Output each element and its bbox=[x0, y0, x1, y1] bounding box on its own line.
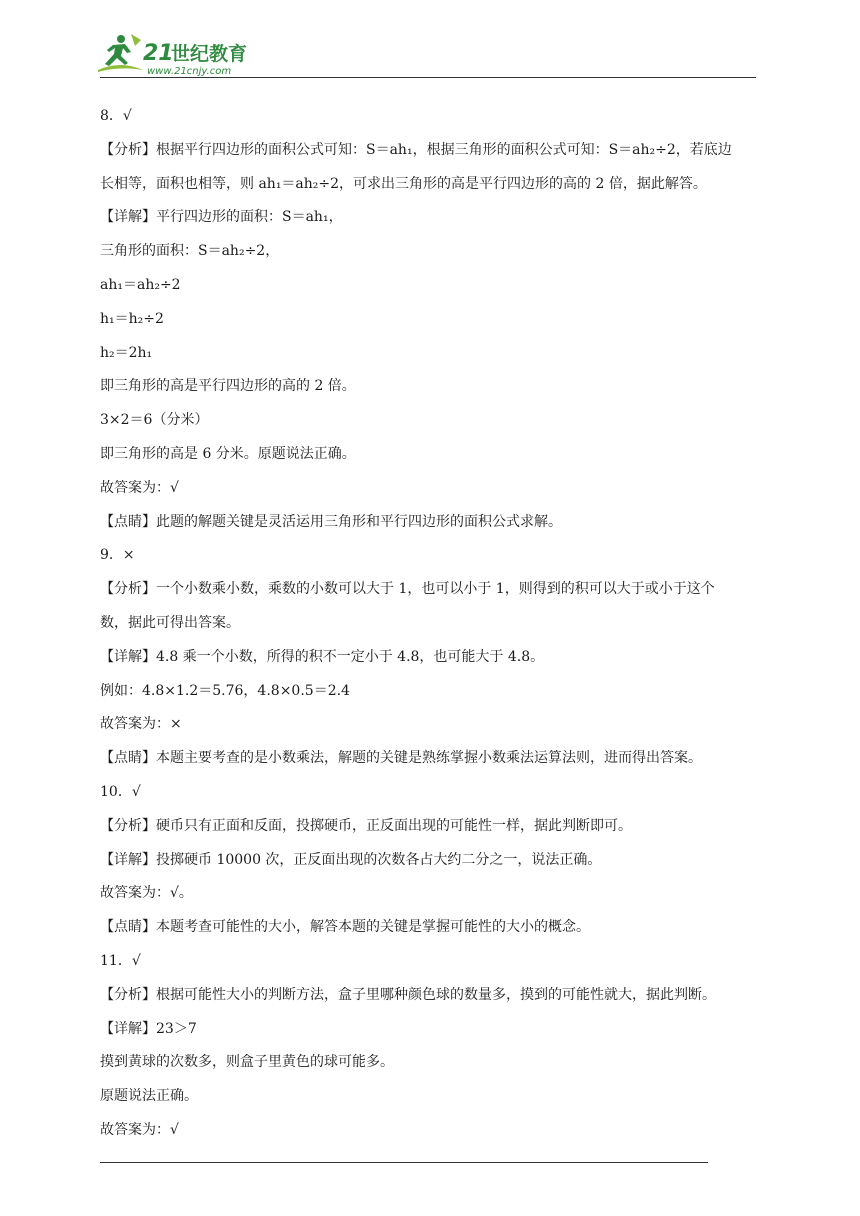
footer-rule bbox=[100, 1162, 708, 1163]
q9-final-answer: 故答案为：× bbox=[100, 716, 182, 733]
svg-text:世纪教育: 世纪教育 bbox=[171, 43, 248, 65]
q8-detail-line-6: 即三角形的高是平行四边形的高的 2 倍。 bbox=[100, 378, 356, 395]
q11-detail-line-2: 摸到黄球的次数多，则盒子里黄色的球可能多。 bbox=[100, 1054, 394, 1071]
q10-analysis: 【分析】硬币只有正面和反面，投掷硬币，正反面出现的可能性一样，据此判断即可。 bbox=[100, 817, 632, 834]
q8-analysis-line-1: 【分析】根据平行四边形的面积公式可知：S＝ah₁，根据三角形的面积公式可知：S＝ah₂÷2，若底边 bbox=[100, 141, 732, 158]
q8-detail-line-7: 3×2＝6（分米） bbox=[100, 412, 209, 429]
q10-detail: 【详解】投掷硬币 10000 次，正反面出现的次数各占大约二分之一，说法正确。 bbox=[100, 851, 602, 868]
q8-analysis-line-2: 长相等，面积也相等，则 ah₁＝ah₂÷2，可求出三角形的高是平行四边形的高的 2 倍，据此解答。 bbox=[100, 175, 707, 192]
q8-final-answer: 故答案为：√ bbox=[100, 479, 179, 496]
q10-comment: 【点睛】本题考查可能性的大小，解答本题的关键是掌握可能性的大小的概念。 bbox=[100, 919, 590, 936]
q9-analysis-line-2: 数，据此可得出答案。 bbox=[100, 614, 240, 631]
q8-detail-line-4: h₁＝h₂÷2 bbox=[100, 310, 164, 327]
svg-text:21: 21 bbox=[143, 41, 174, 66]
q11-detail-line-3: 原题说法正确。 bbox=[100, 1088, 198, 1105]
question-10-answer: 10．√ bbox=[100, 783, 141, 800]
q11-final-answer: 故答案为：√ bbox=[100, 1121, 179, 1138]
q9-comment: 【点睛】本题主要考查的是小数乘法，解题的关键是熟练掌握小数乘法运算法则，进而得出答案。 bbox=[100, 750, 702, 767]
question-11-answer: 11．√ bbox=[100, 952, 141, 969]
answer-content bbox=[100, 100, 760, 1148]
header-rule bbox=[100, 77, 756, 78]
q11-analysis: 【分析】根据可能性大小的判断方法，盒子里哪种颜色球的数量多，摸到的可能性就大，据此判断。 bbox=[100, 986, 716, 1003]
q8-detail-line-2: 三角形的面积：S＝ah₂÷2， bbox=[100, 243, 280, 260]
question-9-answer: 9．× bbox=[100, 547, 135, 564]
21cnjy-logo bbox=[95, 30, 265, 78]
q9-analysis-line-1: 【分析】一个小数乘小数，乘数的小数可以大于 1，也可以小于 1，则得到的积可以大于或小于这个 bbox=[100, 581, 715, 598]
q8-detail-line-8: 即三角形的高是 6 分米。原题说法正确。 bbox=[100, 445, 356, 462]
svg-text:www.21cnjy.com: www.21cnjy.com bbox=[147, 66, 232, 77]
q8-detail-line-5: h₂＝2h₁ bbox=[100, 344, 153, 361]
q11-detail-line-1: 【详解】23＞7 bbox=[100, 1020, 197, 1037]
page-header bbox=[95, 30, 760, 80]
q9-detail-line-2: 例如：4.8×1.2＝5.76，4.8×0.5＝2.4 bbox=[100, 682, 350, 699]
q8-comment: 【点睛】此题的解题关键是灵活运用三角形和平行四边形的面积公式求解。 bbox=[100, 513, 562, 530]
q10-final-answer: 故答案为：√。 bbox=[100, 885, 193, 902]
q9-detail-line-1: 【详解】4.8 乘一个小数，所得的积不一定小于 4.8，也可能大于 4.8。 bbox=[100, 648, 545, 665]
question-8-answer: 8．√ bbox=[100, 108, 132, 124]
q8-detail-line-3: ah₁＝ah₂÷2 bbox=[100, 276, 181, 293]
q8-detail-line-1: 【详解】平行四边形的面积：S＝ah₁， bbox=[100, 209, 343, 226]
